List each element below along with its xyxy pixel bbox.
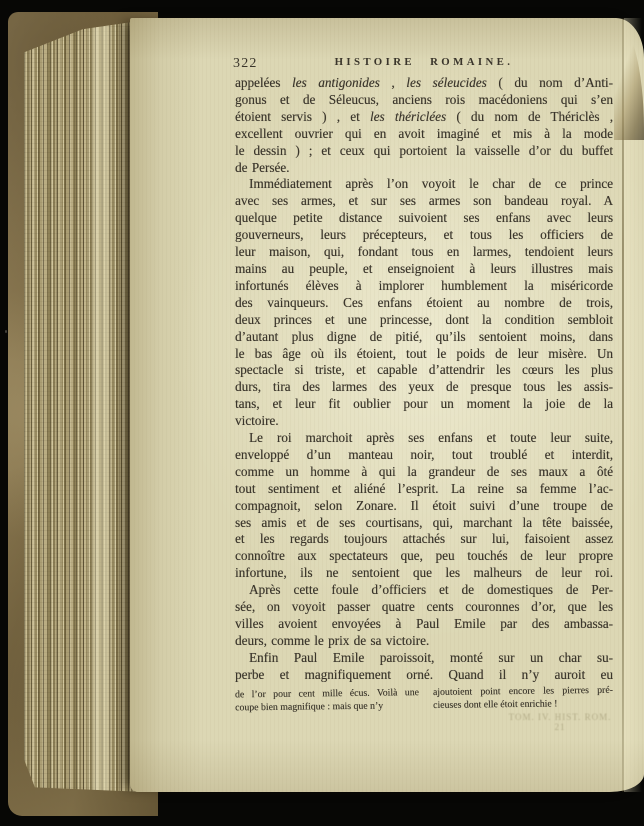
text-line: comme un homme à qui la grandeur de ses maux a ôté bbox=[235, 463, 613, 479]
text-line: victoire. bbox=[235, 413, 279, 429]
text-line: perbe et magnifiquement orné. Quand il n’y auroit eu bbox=[235, 666, 613, 682]
page-text bbox=[235, 75, 613, 684]
page-content bbox=[235, 18, 613, 792]
text-line: étoient servis ) , et les thériclées ( du nom de Thériclès , bbox=[235, 108, 613, 124]
footnote-line: ajoutoient point encore les pierres pré- bbox=[432, 684, 613, 698]
text-line: le dessin ) ; et ceux qui portoient la vaisselle d’or du buffet bbox=[235, 142, 613, 158]
bleedthrough-line: 21 bbox=[554, 722, 566, 732]
text-line: infortune, ils ne sentoient que les malheurs de leur roi. bbox=[235, 565, 613, 581]
text-line: tout sentiment et aliéné l’esprit. La reine sa femme l’ac- bbox=[235, 480, 613, 496]
paragraph bbox=[235, 430, 613, 582]
text-line: le bas âge où ils étoient, tout le poids de leur misère. Un bbox=[235, 345, 613, 361]
text-line: leur maison, qui, fondant tous en larmes, tendoient leurs bbox=[235, 244, 613, 260]
text-line: Le roi marchoit après ses enfans et toute leur suite, bbox=[249, 430, 613, 446]
text-line: tans, et leur fit oublier pour un moment la joie de la bbox=[235, 396, 613, 412]
footnote-column-right bbox=[433, 684, 613, 712]
paragraph bbox=[235, 75, 613, 176]
text-line: Après cette foule d’officiers et de domestiques de Per- bbox=[249, 582, 613, 598]
bleedthrough-text bbox=[507, 712, 613, 732]
text-line: durs, tira des larmes des yeux de presque tous les assis- bbox=[235, 379, 613, 395]
page-stack bbox=[24, 20, 146, 792]
text-line: mains au peuple, et enseignoient à leurs illustres mais bbox=[235, 260, 613, 276]
text-line: ses amis et de ses courtisans, qui, marchant la tête baissée, bbox=[235, 514, 613, 530]
text-line: et les regards toujours attachés sur lui, faisoient assez bbox=[235, 531, 613, 547]
book-page bbox=[130, 18, 644, 792]
text-line: sée, on voyoit passer quatre cents couronnes d’or, que les bbox=[235, 599, 613, 615]
footnote bbox=[235, 684, 613, 715]
bleedthrough-line: TOM. IV. HIST. ROM. bbox=[508, 712, 612, 722]
page-number: 322 bbox=[233, 56, 258, 71]
dust-speck bbox=[5, 330, 7, 333]
text-line: appelées les antigonides , les séleucides ( du nom d’Anti- bbox=[235, 75, 613, 90]
text-line: gonus et de Séleucus, anciens rois macédoniens qui s’en bbox=[235, 91, 613, 107]
text-line: deurs, comme le prix de sa victoire. bbox=[235, 632, 430, 648]
footnote-line: cieuses dont elle étoit enrichie ! bbox=[433, 698, 558, 711]
paragraph bbox=[235, 650, 613, 684]
text-line: quelque petite distance suivoient ses enfans avec leurs bbox=[235, 210, 613, 226]
text-line: connoître aux spectateurs que, peu touchés de leur propre bbox=[235, 548, 613, 564]
text-line: infortunés élèves à implorer humblement la miséricorde bbox=[235, 277, 613, 293]
text-line: villes avoient envoyées à Paul Emile par des ambassa- bbox=[235, 616, 613, 631]
text-line: deux princes et une princesse, dont la condition sembloit bbox=[235, 311, 613, 327]
paragraph bbox=[235, 176, 613, 430]
text-line: spectacle si triste, et capable d’attendrir les cœurs les plus bbox=[235, 362, 613, 378]
paragraph bbox=[235, 582, 613, 650]
text-line: avec ses armes, et sur ses armes son bandeau royal. A bbox=[235, 193, 613, 209]
text-line: Enfin Paul Emile paroissoit, monté sur un char su- bbox=[249, 649, 613, 665]
text-line: des vainqueurs. Ces enfans étoient au nombre de trois, bbox=[235, 294, 613, 310]
text-line: compagnoit, selon Zonare. Il étoit suivi d’une troupe de bbox=[235, 497, 613, 513]
running-header: HISTOIRE ROMAINE. bbox=[334, 56, 514, 68]
footnote-line: coupe bien magnifique : mais que n’y bbox=[235, 700, 384, 714]
text-line: de Persée. bbox=[235, 159, 290, 175]
text-line: Immédiatement après l’on voyoit le char de ce prince bbox=[249, 176, 613, 192]
text-line: enveloppé d’un manteau noir, tout troublé et interdit, bbox=[235, 446, 613, 462]
footnote-column-left bbox=[235, 686, 419, 714]
text-line: excellent ouvrier qui en avoit imaginé et mis à la mode bbox=[235, 125, 613, 141]
text-line: gouverneurs, leurs précepteurs, et tous les officiers de bbox=[235, 227, 613, 243]
page-header bbox=[235, 56, 613, 72]
footnote-line: de l’or pour cent mille écus. Voilà une bbox=[234, 687, 419, 701]
text-line: d’autant plus digne de pitié, qu’ils sentoient moins, dans bbox=[235, 328, 613, 344]
